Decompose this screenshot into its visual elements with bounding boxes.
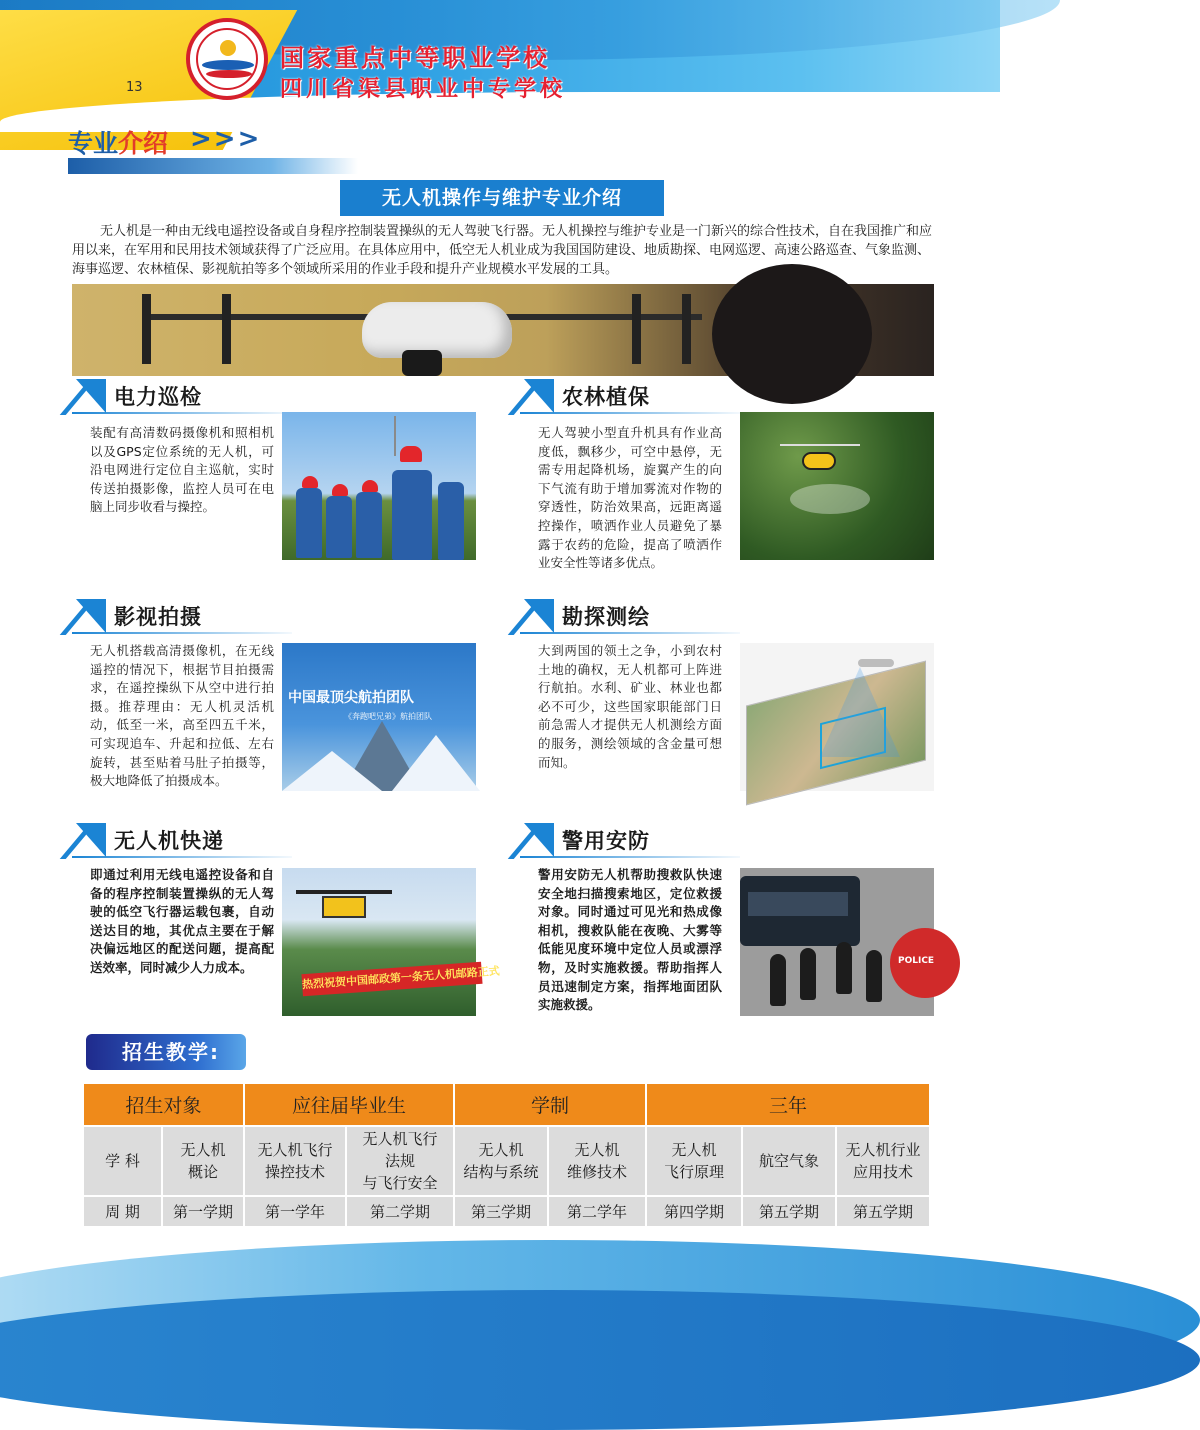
drone-arms xyxy=(296,890,392,894)
feature-underline xyxy=(72,412,292,414)
surveying-photo xyxy=(740,643,934,791)
feature-heading-agri xyxy=(520,378,650,414)
feature-underline xyxy=(520,632,740,634)
drone-leg xyxy=(632,294,641,364)
drone-arm-left xyxy=(142,314,372,320)
feature-title: 勘探测绘 xyxy=(562,605,650,629)
mountain xyxy=(392,735,480,791)
slash-icon xyxy=(72,599,110,633)
table-cell: 第二学年 xyxy=(548,1196,646,1226)
police-security-photo xyxy=(740,868,934,1016)
photo-title: 中国最顶尖航拍团队 xyxy=(288,690,414,706)
table-row xyxy=(84,1084,930,1126)
hero-blur-figure xyxy=(712,264,872,404)
table-cell: 无人机飞行 法规 与飞行安全 xyxy=(346,1126,454,1196)
drone-arm-right xyxy=(502,314,702,320)
aerial-filming-photo xyxy=(282,643,476,791)
section-title xyxy=(68,124,168,160)
school-logo xyxy=(186,18,268,100)
worker xyxy=(326,496,352,558)
van-window xyxy=(748,892,848,916)
intro-paragraph: 无人机是一种由无线电遥控设备或自身程序控制装置操纵的无人驾驶飞行器。无人机操控与维护专业是一门新兴的综合性技术，自在我国推广和应用以来，在军用和民用技术领域获得了广泛应用。在具体应用中，低空无人机业成为我国国防建设、地质勘探、电网巡逻、高速公路巡查、气象监测、海事巡逻、农林植保、影视航拍等多个领域所采用的作业手段和提升产业规模水平发展的工具。 xyxy=(72,224,933,277)
power-tower xyxy=(394,416,396,456)
drone-camera xyxy=(402,350,442,376)
feature-heading-power xyxy=(72,378,202,414)
table-cell: 应往届毕业生 xyxy=(244,1084,454,1126)
worker xyxy=(296,488,322,558)
police-balloon xyxy=(890,928,960,998)
feature-heading-police xyxy=(520,822,650,858)
feature-title: 电力巡检 xyxy=(114,385,202,409)
heli-body xyxy=(802,452,836,470)
feature-heading-delivery xyxy=(72,822,224,858)
spray-mist xyxy=(790,484,870,514)
slash-icon xyxy=(520,823,558,857)
table-cell: 第二学期 xyxy=(346,1196,454,1226)
section-underline xyxy=(68,158,358,174)
feature-heading-survey xyxy=(520,598,650,634)
table-cell: 第五学期 xyxy=(836,1196,930,1226)
feature-title: 警用安防 xyxy=(562,829,650,853)
slash-icon xyxy=(72,379,110,413)
feature-title: 无人机快递 xyxy=(114,829,224,853)
feature-text-police: 警用安防无人机帮助搜救队快速安全地扫描搜索地区，定位救援对象。同时通过可见光和热成像相机，搜救队能在夜晚、大雾等低能见度环境中定位人员或漂浮物，及时实施救援。帮助指挥人员迅速制定方案，指挥地面团队实施救援。 xyxy=(538,867,722,1013)
table-cell: 无人机 飞行原理 xyxy=(646,1126,742,1196)
curriculum-table xyxy=(84,1084,931,1226)
table-cell: 无人机 结构与系统 xyxy=(454,1126,548,1196)
table-row xyxy=(84,1126,930,1196)
worker xyxy=(356,492,382,558)
police-van xyxy=(740,876,860,946)
feature-underline xyxy=(72,856,292,858)
table-row xyxy=(84,1196,930,1226)
feature-text-survey: 大到两国的领土之争，小到农村土地的确权，无人机都可上阵进行航拍。水利、矿业、林业也都必不可少，这些国家职能部门日前急需人才提供无人机测绘方面的服务，测绘领域的含金量可想而知。 xyxy=(538,643,722,770)
drone-delivery-photo xyxy=(282,868,501,1016)
main-title: 无人机操作与维护专业介绍 xyxy=(340,180,664,216)
drone-leg xyxy=(142,294,151,364)
worker xyxy=(438,482,464,560)
school-subtitle: 四川省渠县职业中专学校 xyxy=(280,76,567,102)
hero-drone-photo xyxy=(72,284,934,376)
helmet xyxy=(332,484,348,496)
table-cell: 三年 xyxy=(646,1084,930,1126)
feature-title: 农林植保 xyxy=(562,385,650,409)
crop-spraying-photo xyxy=(740,412,934,560)
person xyxy=(770,954,786,1006)
section-title-part2: 介绍 xyxy=(118,129,169,158)
table-cell: 第四学期 xyxy=(646,1196,742,1226)
worker xyxy=(392,470,432,560)
table-cell: 无人机 维修技术 xyxy=(548,1126,646,1196)
feature-text-agri: 无人驾驶小型直升机具有作业高度低，飘移少，可空中悬停，无需专用起降机场，旋翼产生的向下气流有助于增加雾流对作物的穿透性，防治效果高，远距离遥控操作，喷洒作业人员避免了暴露于农药的危险，提高了喷洒作业安全性等诸多优点。 xyxy=(538,425,722,571)
drone-leg xyxy=(222,294,231,364)
feature-text-film: 无人机搭载高清摄像机，在无线遥控的情况下，根据节目拍摄需求，在遥控操纵下从空中进行拍摄。推荐理由：无人机灵活机动，低至一米，高至四五千米，可实现追车、升起和拉低、左右旋转，甚至贴着马肚子拍摄等，极大地降低了拍摄成本。 xyxy=(90,643,274,789)
table-cell: 第一学期 xyxy=(162,1196,244,1226)
logo-wave-blue xyxy=(202,60,254,70)
table-cell: 第三学期 xyxy=(454,1196,548,1226)
feature-title: 影视拍摄 xyxy=(114,605,202,629)
table-cell: 学制 xyxy=(454,1084,646,1126)
table-cell: 第五学期 xyxy=(742,1196,836,1226)
logo-sun xyxy=(220,40,236,56)
mountain xyxy=(282,751,382,791)
table-cell: 无人机 概论 xyxy=(162,1126,244,1196)
page-footer xyxy=(0,1230,1000,1340)
survey-drone xyxy=(858,659,894,667)
feature-underline xyxy=(520,856,740,858)
table-cell: 无人机行业 应用技术 xyxy=(836,1126,930,1196)
logo-wave-red xyxy=(206,70,252,78)
photo-subtitle: 《奔跑吧兄弟》航拍团队 xyxy=(344,712,432,721)
footer-wave-dark xyxy=(0,1290,1200,1430)
helmet xyxy=(362,480,378,492)
table-cell: 学 科 xyxy=(84,1126,162,1196)
table-cell: 第一学年 xyxy=(244,1196,346,1226)
feature-underline xyxy=(520,412,740,414)
logo-emblem xyxy=(196,28,258,90)
drone-leg xyxy=(682,294,691,364)
section-arrows: >>> xyxy=(190,124,262,154)
slash-icon xyxy=(520,599,558,633)
photo-banner: 热烈祝贺中国邮政第一条无人机邮路正式 xyxy=(301,962,482,997)
school-title: 国家重点中等职业学校 xyxy=(280,43,550,72)
police-label: POLICE xyxy=(898,956,935,966)
table-cell: 周 期 xyxy=(84,1196,162,1226)
person xyxy=(866,950,882,1002)
page-number: 13 xyxy=(126,80,143,95)
helmet xyxy=(400,446,422,462)
table-cell: 无人机飞行 操控技术 xyxy=(244,1126,346,1196)
enrolment-tag: 招生教学: xyxy=(86,1034,246,1070)
table-cell: 招生对象 xyxy=(84,1084,244,1126)
person xyxy=(800,948,816,1000)
person xyxy=(836,942,852,994)
power-inspection-photo xyxy=(282,412,476,560)
helmet xyxy=(302,476,318,488)
section-title-part1: 专业 xyxy=(68,129,119,158)
heli-rotor xyxy=(780,444,860,446)
feature-text-delivery: 即通过利用无线电遥控设备和自备的程序控制装置操纵的无人驾驶的低空飞行器运载包裹，自动送达目的地，其优点主要在于解决偏远地区的配送问题，提高配送效率，同时减少人力成本。 xyxy=(90,867,274,975)
table-cell: 航空气象 xyxy=(742,1126,836,1196)
parcel-box xyxy=(322,896,366,918)
feature-heading-film xyxy=(72,598,202,634)
slash-icon xyxy=(72,823,110,857)
feature-underline xyxy=(72,632,292,634)
scan-beam xyxy=(820,667,900,757)
slash-icon xyxy=(520,379,558,413)
feature-text-power: 装配有高清数码摄像机和照相机以及GPS定位系统的无人机，可沿电网进行定位自主巡航，实时传送拍摄影像，监控人员可在电脑上同步收看与操控。 xyxy=(90,425,274,515)
